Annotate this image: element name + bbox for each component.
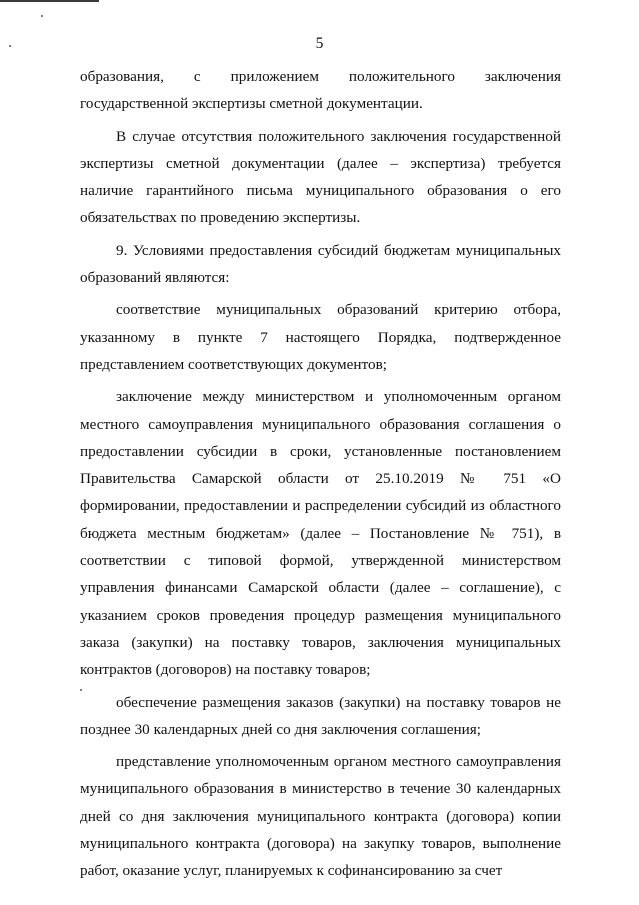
paragraph-expertise-guarantee: В случае отсутствия положительного заключения государственной экспертизы сметной документации (далее – экспертиза) требуется наличие гарантийного письма муниципального образования о его обязательствах по проведению экспертизы. [80,127,561,227]
scan-edge-line [0,0,99,2]
paragraph-continuation: образования, с приложением положительного заключения государственной экспертизы сметной документации. [80,68,561,113]
page-number: 5 [315,35,324,52]
paragraph-condition-orders: обеспечение размещения заказов (закупки) на поставку товаров не позднее 30 календарных дней со дня заключения соглашения; [80,693,561,738]
paragraph-condition-contract-copies: представление уполномоченным органом местного самоуправления муниципального образования в министерство в течение 30 календарных дней со дня заключения муниципального контракта (договора) копии муниципального контракта (договора) на закупку товаров, выполнение работ, оказание услуг, планируемых к софинансированию за счет [80,753,561,880]
paragraph-clause-9: 9. Условиями предоставления субсидий бюджетам муниципальных образований являются: [80,241,561,287]
scan-speck [41,15,43,17]
paragraph-condition-criteria: соответствие муниципальных образований критерию отбора, указанному в пункте 7 настоящего Порядка, подтвержденное представлением соответствующих документов; [80,301,561,373]
paragraph-condition-agreement: заключение между министерством и уполномоченным органом местного самоуправления муниципального образования соглашения о предоставлении субсидии в сроки, установленные постановлением Правительства Самарской области от 25.10.2019 № 751 «О формировании, предоставлении и распределении субсидий из областного бюджета местным бюджетам» (далее – Постановление № 751), в соответствии с типовой формой, утвержденной министерством управления финансами Самарской области (далее – соглашение), с указанием сроков проведения процедур размещения муниципального заказа (закупки) на поставку товаров, заключения муниципальных контрактов (договоров) на поставку товаров; [80,388,561,679]
document-body [80,63,561,885]
